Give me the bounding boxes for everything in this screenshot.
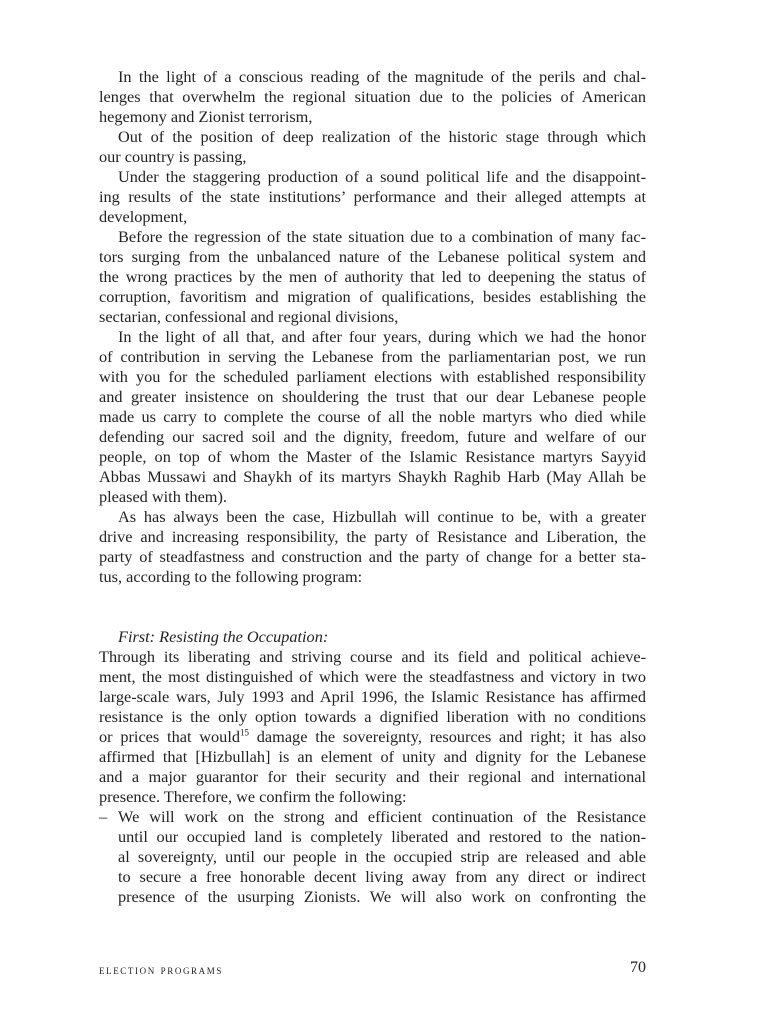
text-line: lenges that overwhelm the regional situation due to the policies of American [99, 87, 646, 106]
text-line: large-scale wars, July 1993 and April 1996, the Islamic Resistance has affirmed [99, 687, 646, 706]
text-line: of contribution in serving the Lebanese from the parliamentarian post, we run [99, 347, 646, 366]
text-line: In the light of a conscious reading of the magnitude of the perils and chal- [118, 67, 646, 86]
text-line: ment, the most distinguished of which were the steadfastness and victory in two [99, 667, 646, 686]
text-line: and greater insistence on shouldering the trust that our dear Lebanese people [99, 387, 646, 406]
text-line: made us carry to complete the course of all the noble martyrs who died while [99, 407, 646, 426]
page-number: 70 [630, 959, 646, 976]
text-line: ing results of the state institutions’ performance and their alleged attempts at [99, 187, 646, 206]
text-line: tus, according to the following program: [99, 567, 363, 586]
text-line: until our occupied land is completely liberated and restored to the nation- [118, 827, 646, 846]
text-segment: damage the sovereignty, resources and right; it has also [248, 727, 646, 746]
page-footer [99, 959, 646, 978]
section-heading: First: Resisting the Occupation: [118, 627, 329, 646]
text-line: development, [99, 207, 188, 226]
text-line: hegemony and Zionist terrorism, [99, 107, 313, 126]
paragraph [99, 507, 646, 587]
text-line [99, 727, 646, 747]
bullet-dash: – [99, 807, 108, 826]
text-line: presence. Therefore, we confirm the following: [99, 787, 407, 806]
footnote-marker: 15 [239, 727, 249, 738]
text-line: sectarian, confessional and regional divisions, [99, 307, 399, 326]
text-line: corruption, favoritism and migration of qualifications, besides establishing the [99, 287, 646, 306]
text-line: drive and increasing responsibility, the party of Resistance and Liberation, the [99, 527, 646, 546]
running-title: election programs [99, 962, 223, 977]
paragraph [99, 67, 646, 127]
text-line: affirmed that [Hizbullah] is an element of unity and dignity for the Lebanese [99, 747, 646, 766]
text-line: al sovereignty, until our people in the occupied strip are released and able [118, 847, 646, 866]
text-line: We will work on the strong and efficient continuation of the Resistance [118, 807, 646, 826]
text-line: presence of the usurping Zionists. We will also work on confronting the [118, 887, 646, 906]
document-body [99, 67, 646, 907]
text-line: our country is passing, [99, 147, 247, 166]
text-line: Abbas Mussawi and Shaykh of its martyrs Shaykh Raghib Harb (May Allah be [99, 467, 646, 486]
text-line: with you for the scheduled parliament elections with established responsibility [99, 367, 646, 386]
text-line: Under the staggering production of a sound political life and the disappoint- [118, 167, 646, 186]
text-line: Through its liberating and striving course and its field and political achieve- [99, 647, 646, 666]
text-line: to secure a free honorable decent living away from any direct or indirect [118, 867, 646, 886]
text-line: In the light of all that, and after four years, during which we had the honor [118, 327, 646, 346]
paragraph [99, 327, 646, 507]
paragraph [99, 227, 646, 327]
text-line: resistance is the only option towards a dignified liberation with no conditions [99, 707, 646, 726]
text-line: party of steadfastness and construction and the party of change for a better sta- [99, 547, 646, 566]
text-line: Before the regression of the state situation due to a combination of many fac- [118, 227, 646, 246]
paragraph [99, 167, 646, 227]
text-segment: or prices that would [99, 727, 240, 746]
text-line: Out of the position of deep realization of the historic stage through which [118, 127, 646, 146]
paragraph [99, 127, 646, 167]
text-line: and a major guarantor for their security and their regional and international [99, 767, 646, 786]
text-line: defending our sacred soil and the dignity, freedom, future and welfare of our [99, 427, 646, 446]
text-line: the wrong practices by the men of authority that led to deepening the status of [99, 267, 646, 286]
text-line: people, on top of whom the Master of the Islamic Resistance martyrs Sayyid [99, 447, 646, 466]
text-line: As has always been the case, Hizbullah will continue to be, with a greater [118, 507, 646, 526]
bullet-item [99, 807, 646, 907]
paragraph [99, 647, 646, 807]
text-line: tors surging from the unbalanced nature of the Lebanese political system and [99, 247, 646, 266]
text-line: pleased with them). [99, 487, 227, 506]
